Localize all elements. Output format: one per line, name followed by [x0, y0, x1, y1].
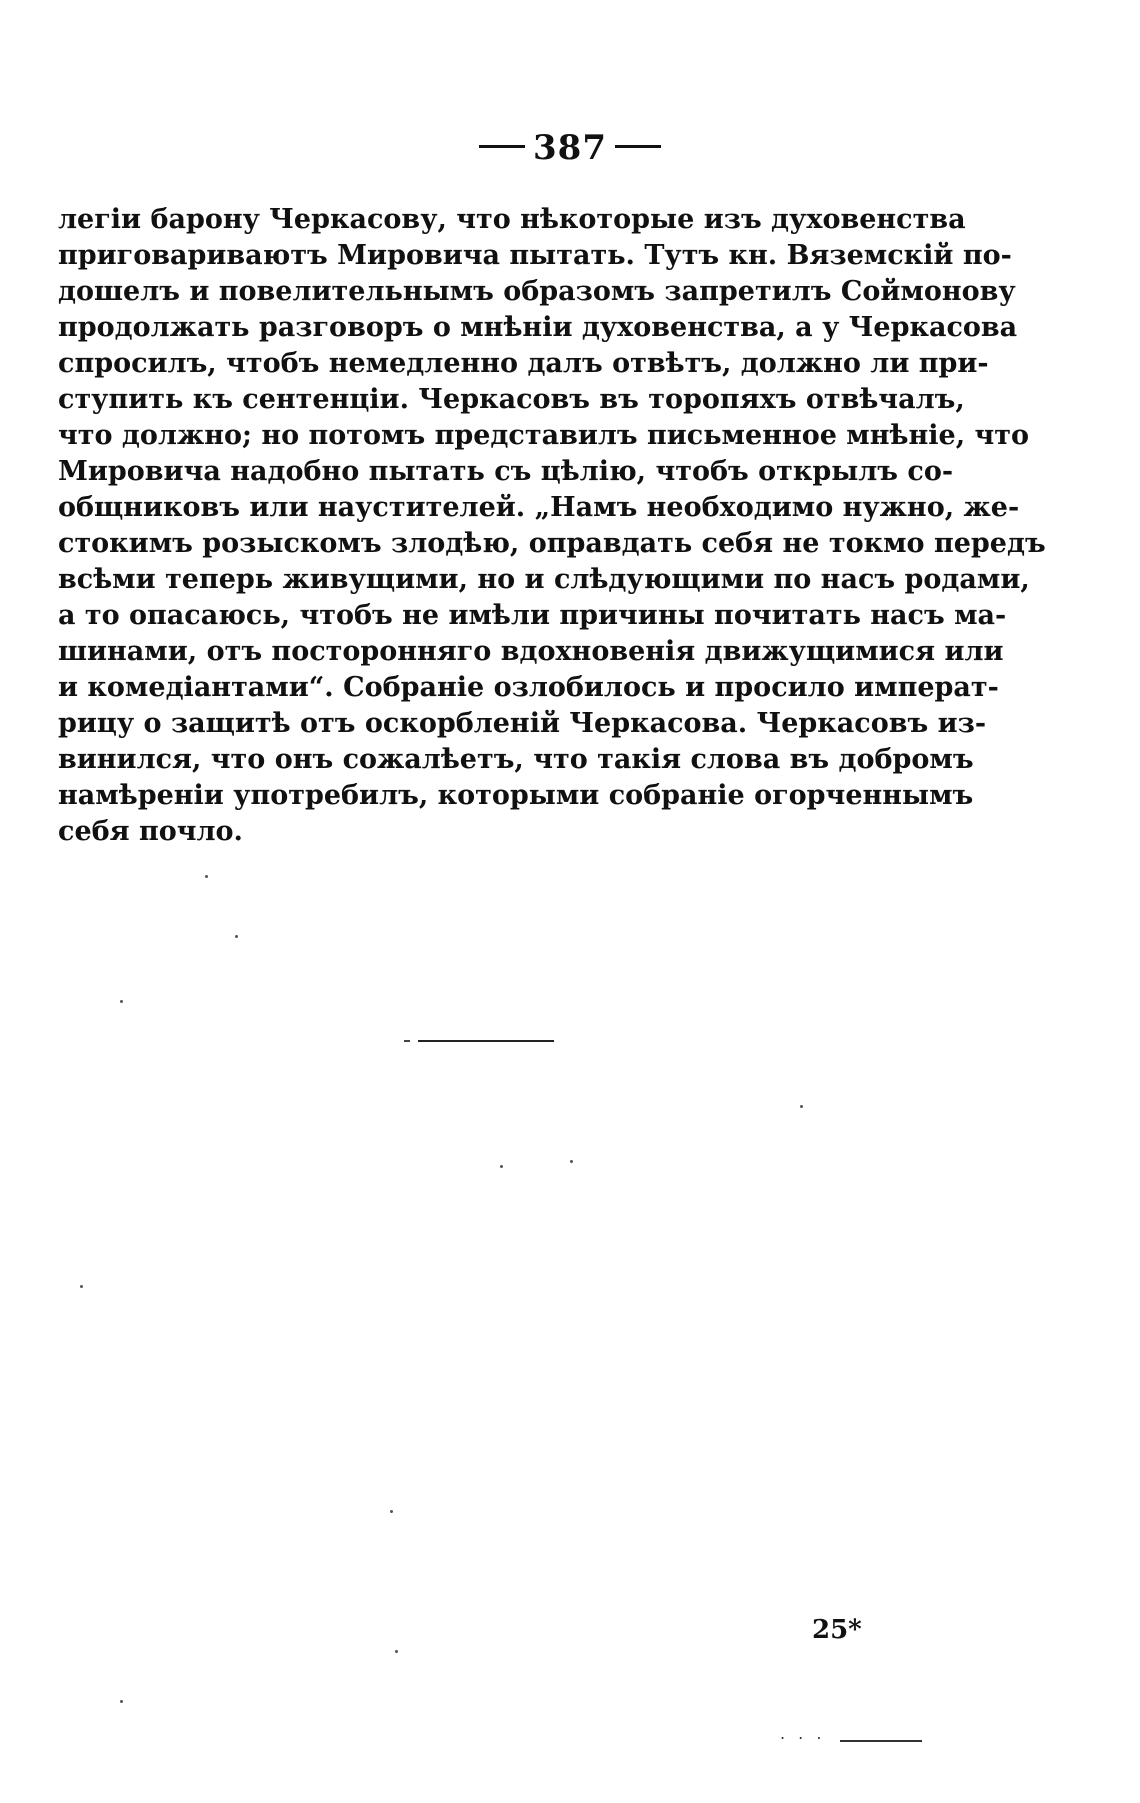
text-line: спросилъ, чтобъ немедленно далъ отвѣтъ, должно ли при- — [58, 348, 989, 379]
scan-speck — [570, 1160, 573, 1163]
scan-speck — [500, 1165, 503, 1168]
scan-speck — [120, 1700, 123, 1703]
text-line: намѣреніи употребилъ, которыми собраніе огорченнымъ — [58, 780, 974, 811]
text-line: рицу о защитѣ отъ оскорбленій Черкасова. Черкасовъ из- — [58, 708, 987, 739]
text-line: дошелъ и повелительнымъ образомъ запретилъ Соймонову — [58, 276, 1016, 307]
scan-speck — [205, 875, 208, 878]
text-line: и комедіантами“. Собраніе озлобилось и просило императ- — [58, 672, 999, 703]
page-header — [0, 128, 1140, 168]
text-line: шинами, отъ посторонняго вдохновенія движущимися или — [58, 636, 1004, 667]
text-line: всѣми теперь живущими, но и слѣдующими по насъ родами, — [58, 564, 1030, 595]
scan-speck — [800, 1105, 803, 1108]
text-line: продолжать разговоръ о мнѣніи духовенства, а у Черкасова — [58, 312, 1018, 343]
scan-speck — [395, 1650, 398, 1653]
text-line: винился, что онъ сожалѣетъ, что такія слова въ добромъ — [58, 744, 974, 775]
text-line: общниковъ или наустителей. „Намъ необходимо нужно, же- — [58, 492, 1020, 523]
header-dash-right — [615, 145, 661, 148]
scan-speck — [235, 935, 238, 938]
scan-speck — [390, 1510, 393, 1513]
text-line: стокимъ розыскомъ злодѣю, оправдать себя не токмо передъ — [58, 528, 1046, 559]
section-separator — [418, 1040, 554, 1042]
signature-mark: 25* — [812, 1615, 862, 1645]
scan-speck — [120, 1000, 123, 1003]
text-line: Мировича надобно пытать съ цѣлію, чтобъ открылъ со- — [58, 456, 954, 487]
text-line: а то опасаюсь, чтобъ не имѣли причины почитать насъ ма- — [58, 600, 1007, 631]
text-line: ступить къ сентенціи. Черкасовъ въ торопяхъ отвѣчалъ, — [58, 384, 965, 415]
text-line: легіи барону Черкасову, что нѣкоторые изъ духовенства — [58, 204, 966, 235]
text-line: что должно; но потомъ представилъ письменное мнѣніе, что — [58, 420, 1029, 451]
page-number: 387 — [533, 128, 607, 168]
body-text — [58, 202, 1046, 850]
footer-rule — [840, 1740, 922, 1742]
text-line: приговариваютъ Мировича пытать. Тутъ кн. Вяземскій по- — [58, 240, 1012, 271]
text-line: себя почло. — [58, 816, 243, 847]
header-dash-left — [479, 145, 525, 148]
scan-speck — [80, 1285, 83, 1288]
